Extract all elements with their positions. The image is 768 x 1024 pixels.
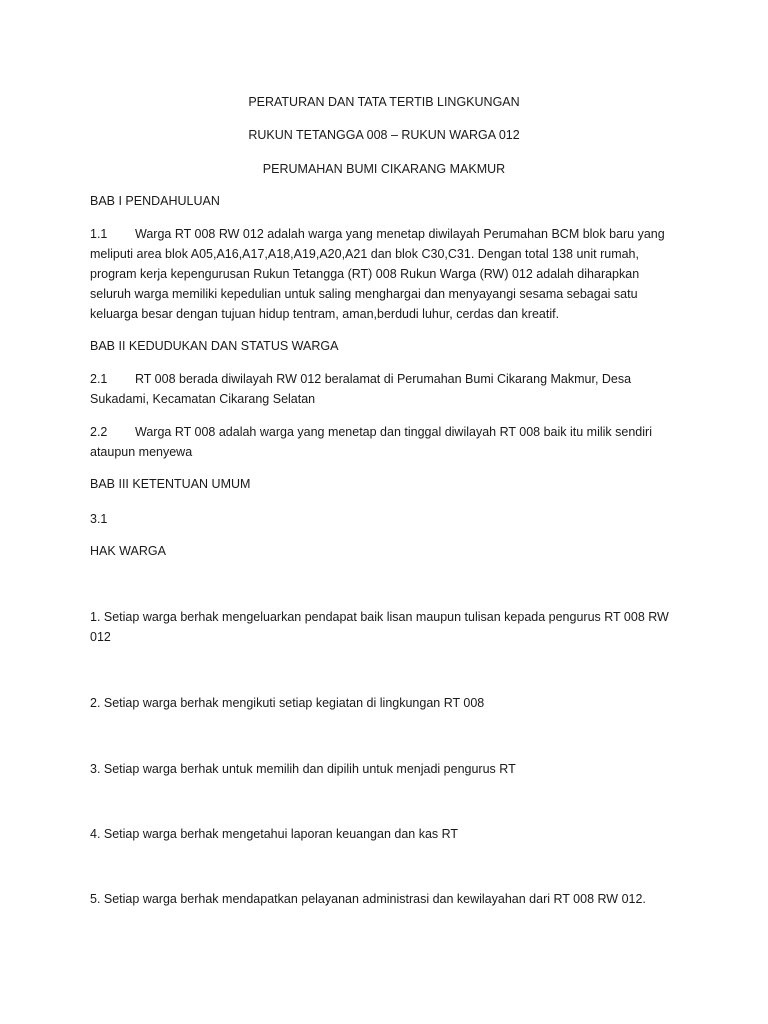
document-subtitle-perumahan: PERUMAHAN BUMI CIKARANG MAKMUR: [262, 162, 506, 176]
paragraph-line: keluarga besar dengan tujuan hidup tentram, aman,berdudi luhur, cerdas dan kreatif.: [90, 307, 560, 321]
hak-warga-item-1: [90, 607, 680, 647]
list-item-line: 012: [90, 630, 111, 644]
section-3-1-number: 3.1: [90, 512, 108, 526]
paragraph-line: Sukadami, Kecamatan Cikarang Selatan: [90, 392, 316, 406]
document-subtitle-rt-rw: RUKUN TETANGGA 008 – RUKUN WARGA 012: [248, 128, 520, 142]
paragraph-line: seluruh warga memiliki kepedulian untuk saling menghargai dan menyayangi sesama sebagai satu: [90, 287, 638, 301]
hak-warga-item-3: 3. Setiap warga berhak untuk memilih dan dipilih untuk menjadi pengurus RT: [90, 762, 516, 776]
paragraph-2-1: [90, 369, 680, 409]
hak-warga-item-5: 5. Setiap warga berhak mendapatkan pelayanan administrasi dan kewilayahan dari RT 008 RW 012.: [90, 892, 646, 906]
bab-2-heading: BAB II KEDUDUKAN DAN STATUS WARGA: [90, 339, 339, 353]
paragraph-line: ataupun menyewa: [90, 445, 193, 459]
section-number: 2.1: [90, 372, 108, 386]
section-number: 1.1: [90, 227, 108, 241]
paragraph-line: meliputi area blok A05,A16,A17,A18,A19,A20,A21 dan blok C30,C31. Dengan total 138 unit rumah,: [90, 247, 639, 261]
paragraph-2-2: [90, 422, 680, 462]
document-title: PERATURAN DAN TATA TERTIB LINGKUNGAN: [248, 95, 520, 109]
paragraph-line: 2.1 RT 008 berada diwilayah RW 012 beralamat di Perumahan Bumi Cikarang Makmur, Desa: [90, 369, 680, 389]
hak-warga-item-2: 2. Setiap warga berhak mengikuti setiap kegiatan di lingkungan RT 008: [90, 696, 485, 710]
paragraph-line: 1.1 Warga RT 008 RW 012 adalah warga yang menetap diwilayah Perumahan BCM blok baru yang: [90, 224, 680, 244]
bab-1-heading: BAB I PENDAHULUAN: [90, 194, 220, 208]
hak-warga-item-4: 4. Setiap warga berhak mengetahui laporan keuangan dan kas RT: [90, 827, 459, 841]
paragraph-line: 2.2 Warga RT 008 adalah warga yang menetap dan tinggal diwilayah RT 008 baik itu milik sendiri: [90, 422, 680, 442]
paragraph-1-1: [90, 224, 680, 324]
paragraph-line: program kerja kepengurusan Rukun Tetangga (RT) 008 Rukun Warga (RW) 012 adalah diharapkan: [90, 267, 640, 281]
hak-warga-heading: HAK WARGA: [90, 544, 166, 558]
section-number: 2.2: [90, 425, 108, 439]
bab-3-heading: BAB III KETENTUAN UMUM: [90, 477, 251, 491]
list-item-line: 1. Setiap warga berhak mengeluarkan pendapat baik lisan maupun tulisan kepada pengurus RT 008 RW: [90, 610, 669, 624]
